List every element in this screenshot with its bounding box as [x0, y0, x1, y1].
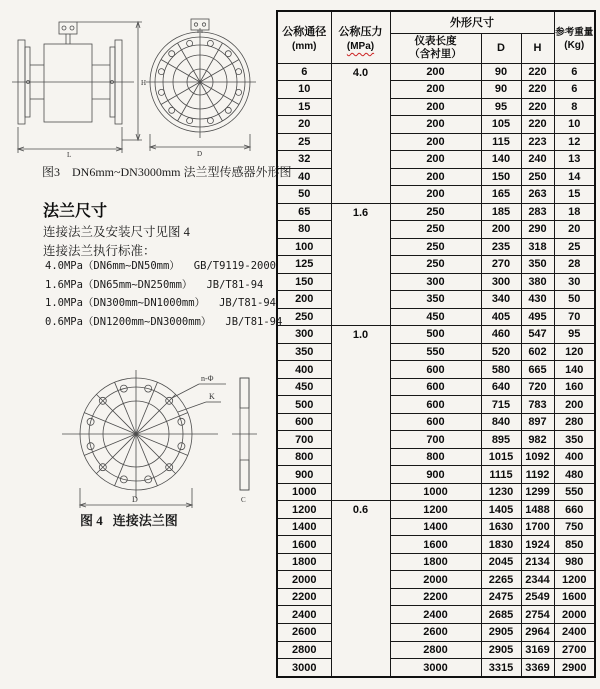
col-header-h: H [521, 33, 554, 63]
cell-d: 2265 [481, 571, 521, 589]
cell-weight: 2000 [554, 606, 595, 624]
cell-weight: 1600 [554, 588, 595, 606]
cell-length: 2000 [390, 571, 481, 589]
label-bolt-circle-k: K [209, 392, 215, 401]
cell-h: 1924 [521, 536, 554, 554]
cell-diameter: 125 [277, 256, 331, 274]
cell-weight: 350 [554, 431, 595, 449]
cell-diameter: 3000 [277, 659, 331, 677]
cell-weight: 95 [554, 326, 595, 344]
cell-h: 2134 [521, 553, 554, 571]
cell-weight: 120 [554, 343, 595, 361]
cell-weight: 18 [554, 203, 595, 221]
table-row [277, 81, 595, 99]
dim-label-l: L [67, 151, 72, 159]
standard-line [45, 276, 282, 295]
cell-d: 2685 [481, 606, 521, 624]
cell-h: 283 [521, 203, 554, 221]
cell-d: 1630 [481, 518, 521, 536]
dimension-table-body [277, 63, 595, 677]
table-row [277, 98, 595, 116]
cell-weight: 660 [554, 501, 595, 519]
cell-d: 405 [481, 308, 521, 326]
table-row [277, 221, 595, 239]
cell-pressure: 1.6 [331, 203, 390, 326]
cell-length: 250 [390, 256, 481, 274]
cell-length: 900 [390, 466, 481, 484]
standard-spec: 1.6MPa（DN65mm~DN250mm） [45, 278, 193, 291]
cell-length: 1400 [390, 518, 481, 536]
cell-h: 3169 [521, 641, 554, 659]
cell-weight: 850 [554, 536, 595, 554]
flange-section-line1: 连接法兰及安装尺寸见图 4 [43, 225, 190, 239]
dim-label-d: D [197, 150, 203, 158]
cell-d: 580 [481, 361, 521, 379]
table-row [277, 151, 595, 169]
cell-h: 495 [521, 308, 554, 326]
cell-h: 1192 [521, 466, 554, 484]
cell-weight: 200 [554, 396, 595, 414]
col-header-length-line1: 仪表长度 [414, 34, 457, 47]
cell-d: 1830 [481, 536, 521, 554]
cell-d: 3315 [481, 659, 521, 677]
cell-length: 1200 [390, 501, 481, 519]
cell-d: 270 [481, 256, 521, 274]
cell-diameter: 15 [277, 98, 331, 116]
cell-length: 300 [390, 273, 481, 291]
cell-d: 340 [481, 291, 521, 309]
table-row [277, 326, 595, 344]
cell-d: 115 [481, 133, 521, 151]
cell-d: 150 [481, 168, 521, 186]
table-row [277, 343, 595, 361]
cell-d: 200 [481, 221, 521, 239]
cell-weight: 6 [554, 63, 595, 81]
standard-line [45, 313, 282, 332]
cell-diameter: 350 [277, 343, 331, 361]
cell-h: 318 [521, 238, 554, 256]
cell-length: 2200 [390, 588, 481, 606]
cell-length: 2800 [390, 641, 481, 659]
cell-weight: 13 [554, 151, 595, 169]
table-row [277, 588, 595, 606]
cell-diameter: 2200 [277, 588, 331, 606]
cell-length: 3000 [390, 659, 481, 677]
standard-spec: 4.0MPa（DN6mm~DN50mm） [45, 260, 180, 272]
cell-h: 380 [521, 273, 554, 291]
cell-diameter: 2800 [277, 641, 331, 659]
cell-weight: 140 [554, 361, 595, 379]
cell-diameter: 2000 [277, 571, 331, 589]
cell-pressure: 0.6 [331, 501, 390, 677]
cell-d: 520 [481, 343, 521, 361]
cell-length: 200 [390, 186, 481, 204]
figure3-caption-text: DN6mm~DN3000mm 法兰型传感器外形图 [72, 165, 292, 179]
cell-d: 95 [481, 98, 521, 116]
cell-h: 665 [521, 361, 554, 379]
col-header-weight-text: 参考重量 [555, 26, 594, 38]
cell-h: 547 [521, 326, 554, 344]
cell-diameter: 200 [277, 291, 331, 309]
cell-h: 290 [521, 221, 554, 239]
cell-diameter: 100 [277, 238, 331, 256]
table-row [277, 116, 595, 134]
cell-length: 1000 [390, 483, 481, 501]
cell-h: 1488 [521, 501, 554, 519]
cell-h: 263 [521, 186, 554, 204]
cell-diameter: 65 [277, 203, 331, 221]
table-row [277, 536, 595, 554]
cell-weight: 280 [554, 413, 595, 431]
table-row [277, 501, 595, 519]
cell-diameter: 800 [277, 448, 331, 466]
dim-label-h: H [141, 79, 147, 87]
cell-length: 200 [390, 98, 481, 116]
figure4-caption-label: 图 4 [80, 513, 103, 528]
cell-diameter: 2600 [277, 624, 331, 642]
cell-length: 200 [390, 63, 481, 81]
cell-h: 1092 [521, 448, 554, 466]
table-row [277, 291, 595, 309]
col-header-length-line2: （含衬里） [409, 48, 462, 60]
cell-diameter: 450 [277, 378, 331, 396]
table-row [277, 203, 595, 221]
cell-diameter: 32 [277, 151, 331, 169]
cell-d: 235 [481, 238, 521, 256]
cell-diameter: 1400 [277, 518, 331, 536]
cell-diameter: 80 [277, 221, 331, 239]
cell-d: 460 [481, 326, 521, 344]
col-header-pressure-unit: (MPa) [346, 40, 375, 52]
cell-h: 220 [521, 98, 554, 116]
table-row [277, 186, 595, 204]
cell-length: 550 [390, 343, 481, 361]
table-row [277, 483, 595, 501]
cell-weight: 70 [554, 308, 595, 326]
dim-label-d: D [132, 495, 138, 504]
cell-d: 2905 [481, 641, 521, 659]
cell-weight: 980 [554, 553, 595, 571]
table-row [277, 256, 595, 274]
cell-d: 2905 [481, 624, 521, 642]
cell-weight: 50 [554, 291, 595, 309]
cell-diameter: 20 [277, 116, 331, 134]
table-row [277, 641, 595, 659]
cell-diameter: 50 [277, 186, 331, 204]
cell-h: 1299 [521, 483, 554, 501]
cell-h: 3369 [521, 659, 554, 677]
table-row [277, 518, 595, 536]
cell-weight: 2700 [554, 641, 595, 659]
table-row [277, 168, 595, 186]
cell-pressure: 1.0 [331, 326, 390, 501]
cell-diameter: 1200 [277, 501, 331, 519]
cell-length: 200 [390, 133, 481, 151]
cell-weight: 20 [554, 221, 595, 239]
cell-length: 250 [390, 238, 481, 256]
cell-weight: 14 [554, 168, 595, 186]
col-header-length [390, 33, 481, 63]
cell-h: 2754 [521, 606, 554, 624]
cell-length: 1800 [390, 553, 481, 571]
cell-length: 700 [390, 431, 481, 449]
figure4-flange-drawing [48, 356, 263, 516]
standard-code: JB/T81-94 [219, 297, 276, 309]
figure3-sensor-outline-drawing [4, 6, 266, 158]
dim-label-c: C [241, 496, 246, 504]
figure3-caption [42, 163, 292, 180]
cell-diameter: 700 [277, 431, 331, 449]
col-header-d: D [481, 33, 521, 63]
cell-h: 1700 [521, 518, 554, 536]
cell-weight: 28 [554, 256, 595, 274]
cell-h: 783 [521, 396, 554, 414]
table-row [277, 466, 595, 484]
flange-section-line2: 连接法兰执行标准： [43, 244, 156, 258]
cell-diameter: 500 [277, 396, 331, 414]
cell-h: 2344 [521, 571, 554, 589]
cell-d: 1015 [481, 448, 521, 466]
table-row [277, 431, 595, 449]
cell-d: 1405 [481, 501, 521, 519]
cell-d: 1230 [481, 483, 521, 501]
cell-diameter: 10 [277, 81, 331, 99]
cell-weight: 160 [554, 378, 595, 396]
cell-d: 715 [481, 396, 521, 414]
cell-length: 2600 [390, 624, 481, 642]
col-header-pressure [331, 11, 390, 63]
cell-weight: 550 [554, 483, 595, 501]
flange-section-heading: 法兰尺寸 [43, 203, 108, 220]
cell-h: 897 [521, 413, 554, 431]
cell-h: 220 [521, 116, 554, 134]
cell-diameter: 250 [277, 308, 331, 326]
cell-length: 200 [390, 116, 481, 134]
cell-weight: 6 [554, 81, 595, 99]
table-row [277, 413, 595, 431]
cell-length: 600 [390, 378, 481, 396]
dimension-table [276, 10, 596, 678]
cell-d: 2045 [481, 553, 521, 571]
cell-length: 800 [390, 448, 481, 466]
cell-h: 602 [521, 343, 554, 361]
cell-d: 90 [481, 63, 521, 81]
cell-d: 840 [481, 413, 521, 431]
table-row [277, 624, 595, 642]
cell-h: 240 [521, 151, 554, 169]
cell-diameter: 400 [277, 361, 331, 379]
cell-d: 640 [481, 378, 521, 396]
cell-diameter: 6 [277, 63, 331, 81]
figure3-front-view [146, 19, 256, 158]
cell-length: 250 [390, 203, 481, 221]
cell-length: 200 [390, 168, 481, 186]
table-row [277, 273, 595, 291]
cell-weight: 2400 [554, 624, 595, 642]
col-header-pressure-text: 公称压力 [338, 25, 383, 38]
table-row [277, 238, 595, 256]
table-row [277, 448, 595, 466]
table-row [277, 396, 595, 414]
cell-length: 600 [390, 361, 481, 379]
header-row-1 [277, 11, 595, 33]
cell-length: 1600 [390, 536, 481, 554]
cell-h: 982 [521, 431, 554, 449]
cell-diameter: 300 [277, 326, 331, 344]
cell-length: 450 [390, 308, 481, 326]
cell-d: 140 [481, 151, 521, 169]
cell-h: 250 [521, 168, 554, 186]
label-bolt-holes: n-Φ [201, 374, 214, 383]
figure3-caption-label: 图3 [42, 165, 61, 179]
cell-diameter: 25 [277, 133, 331, 151]
table-row [277, 659, 595, 677]
cell-length: 350 [390, 291, 481, 309]
cell-diameter: 2400 [277, 606, 331, 624]
col-header-diameter-unit: (mm) [292, 40, 317, 52]
cell-weight: 2900 [554, 659, 595, 677]
cell-h: 720 [521, 378, 554, 396]
standard-code: JB/T81-94 [206, 278, 264, 291]
table-row [277, 553, 595, 571]
cell-length: 600 [390, 396, 481, 414]
cell-d: 895 [481, 431, 521, 449]
cell-h: 223 [521, 133, 554, 151]
cell-h: 430 [521, 291, 554, 309]
cell-length: 500 [390, 326, 481, 344]
table-row [277, 63, 595, 81]
cell-diameter: 1600 [277, 536, 331, 554]
table-row [277, 606, 595, 624]
cell-diameter: 1800 [277, 553, 331, 571]
cell-d: 105 [481, 116, 521, 134]
table-row [277, 571, 595, 589]
table-row [277, 308, 595, 326]
cell-h: 220 [521, 63, 554, 81]
col-header-weight-unit: (Kg) [564, 39, 585, 51]
cell-weight: 25 [554, 238, 595, 256]
col-header-diameter [277, 11, 331, 63]
cell-length: 200 [390, 81, 481, 99]
cell-diameter: 1000 [277, 483, 331, 501]
cell-h: 2964 [521, 624, 554, 642]
col-header-outline-dims: 外形尺寸 [390, 11, 554, 33]
cell-d: 90 [481, 81, 521, 99]
cell-weight: 750 [554, 518, 595, 536]
cell-h: 350 [521, 256, 554, 274]
standard-spec: 1.0MPa（DN300mm~DN1000mm） [45, 297, 206, 309]
cell-d: 185 [481, 203, 521, 221]
cell-weight: 480 [554, 466, 595, 484]
figure4-caption [80, 510, 178, 529]
standard-line [45, 294, 282, 313]
cell-weight: 30 [554, 273, 595, 291]
standard-code: JB/T81-94 [225, 315, 283, 328]
cell-diameter: 600 [277, 413, 331, 431]
standard-spec: 0.6MPa（DN1200mm~DN3000mm） [45, 315, 212, 328]
cell-diameter: 150 [277, 273, 331, 291]
table-row [277, 133, 595, 151]
figure3-side-view [12, 22, 146, 159]
cell-length: 2400 [390, 606, 481, 624]
cell-d: 165 [481, 186, 521, 204]
col-header-diameter-text: 公称通径 [282, 25, 327, 38]
cell-length: 600 [390, 413, 481, 431]
standard-code: GB/T9119-2000 [193, 260, 276, 272]
cell-diameter: 40 [277, 168, 331, 186]
col-header-weight [554, 11, 595, 63]
figure4-section-view [232, 378, 257, 504]
cell-h: 220 [521, 81, 554, 99]
figure4-front-view [62, 370, 226, 508]
cell-weight: 1200 [554, 571, 595, 589]
cell-length: 250 [390, 221, 481, 239]
table-row [277, 361, 595, 379]
cell-length: 200 [390, 151, 481, 169]
cell-h: 2549 [521, 588, 554, 606]
cell-pressure: 4.0 [331, 63, 390, 203]
figure4-caption-text: 连接法兰图 [112, 513, 178, 528]
cell-weight: 400 [554, 448, 595, 466]
cell-d: 300 [481, 273, 521, 291]
cell-diameter: 900 [277, 466, 331, 484]
cell-weight: 12 [554, 133, 595, 151]
standards-list [45, 257, 282, 331]
table-row [277, 378, 595, 396]
cell-weight: 8 [554, 98, 595, 116]
cell-weight: 15 [554, 186, 595, 204]
standard-line [45, 257, 282, 276]
cell-d: 1115 [481, 466, 521, 484]
cell-weight: 10 [554, 116, 595, 134]
cell-d: 2475 [481, 588, 521, 606]
